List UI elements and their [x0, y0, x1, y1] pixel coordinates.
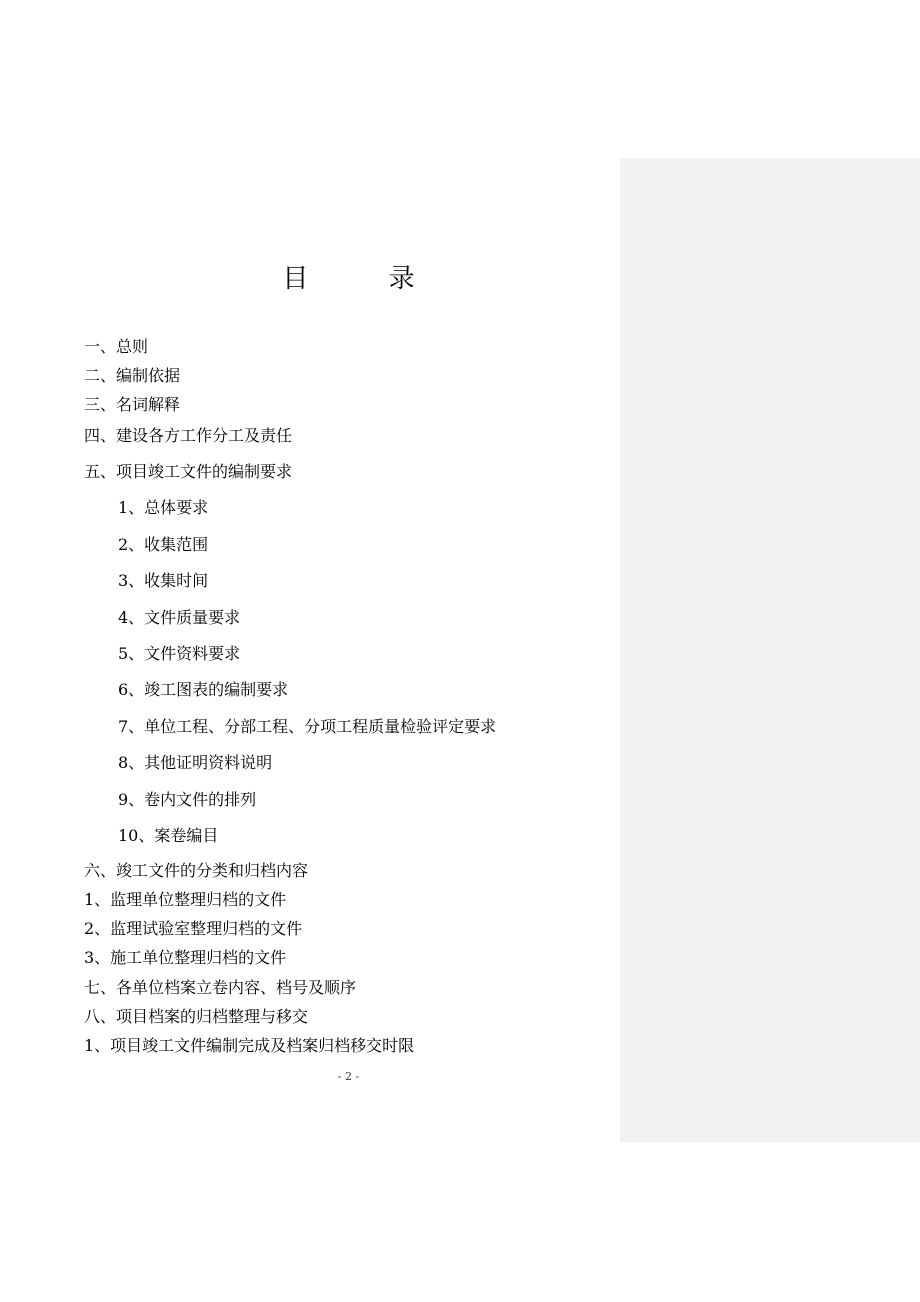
toc-item-7: 七、各单位档案立卷内容、档号及顺序: [84, 978, 357, 997]
page-number: - 2 -: [337, 1070, 360, 1083]
page-title: 目 录: [282, 264, 451, 294]
toc-subitem-5-5: 5、文件资料要求: [118, 644, 241, 663]
toc-item-3: 三、名词解释: [84, 395, 181, 414]
toc-item-6-2: 2、监理试验室整理归档的文件: [84, 919, 303, 938]
toc-subitem-5-10: 10、案卷编目: [118, 826, 219, 845]
toc-subitem-5-4: 4、文件质量要求: [118, 608, 241, 627]
toc-item-8-1: 1、项目竣工文件编制完成及档案归档移交时限: [84, 1036, 415, 1055]
toc-subitem-5-2: 2、收集范围: [118, 535, 209, 554]
toc-item-6-3: 3、施工单位整理归档的文件: [84, 948, 287, 967]
comment-margin-pane: [620, 158, 920, 1142]
toc-item-1: 一、总则: [84, 337, 149, 356]
toc-item-5: 五、项目竣工文件的编制要求: [84, 462, 293, 481]
toc-item-6: 六、竣工文件的分类和归档内容: [84, 861, 309, 880]
toc-subitem-5-9: 9、卷内文件的排列: [118, 790, 257, 809]
toc-subitem-5-8: 8、其他证明资料说明: [118, 753, 273, 772]
toc-subitem-5-6: 6、竣工图表的编制要求: [118, 680, 289, 699]
toc-item-4: 四、建设各方工作分工及责任: [84, 426, 293, 445]
toc-subitem-5-1: 1、总体要求: [118, 498, 209, 517]
toc-item-2: 二、编制依据: [84, 366, 181, 385]
toc-item-8: 八、项目档案的归档整理与移交: [84, 1007, 309, 1026]
toc-subitem-5-3: 3、收集时间: [118, 571, 209, 590]
toc-subitem-5-7: 7、单位工程、分部工程、分项工程质量检验评定要求: [118, 717, 497, 736]
toc-item-6-1: 1、监理单位整理归档的文件: [84, 890, 287, 909]
